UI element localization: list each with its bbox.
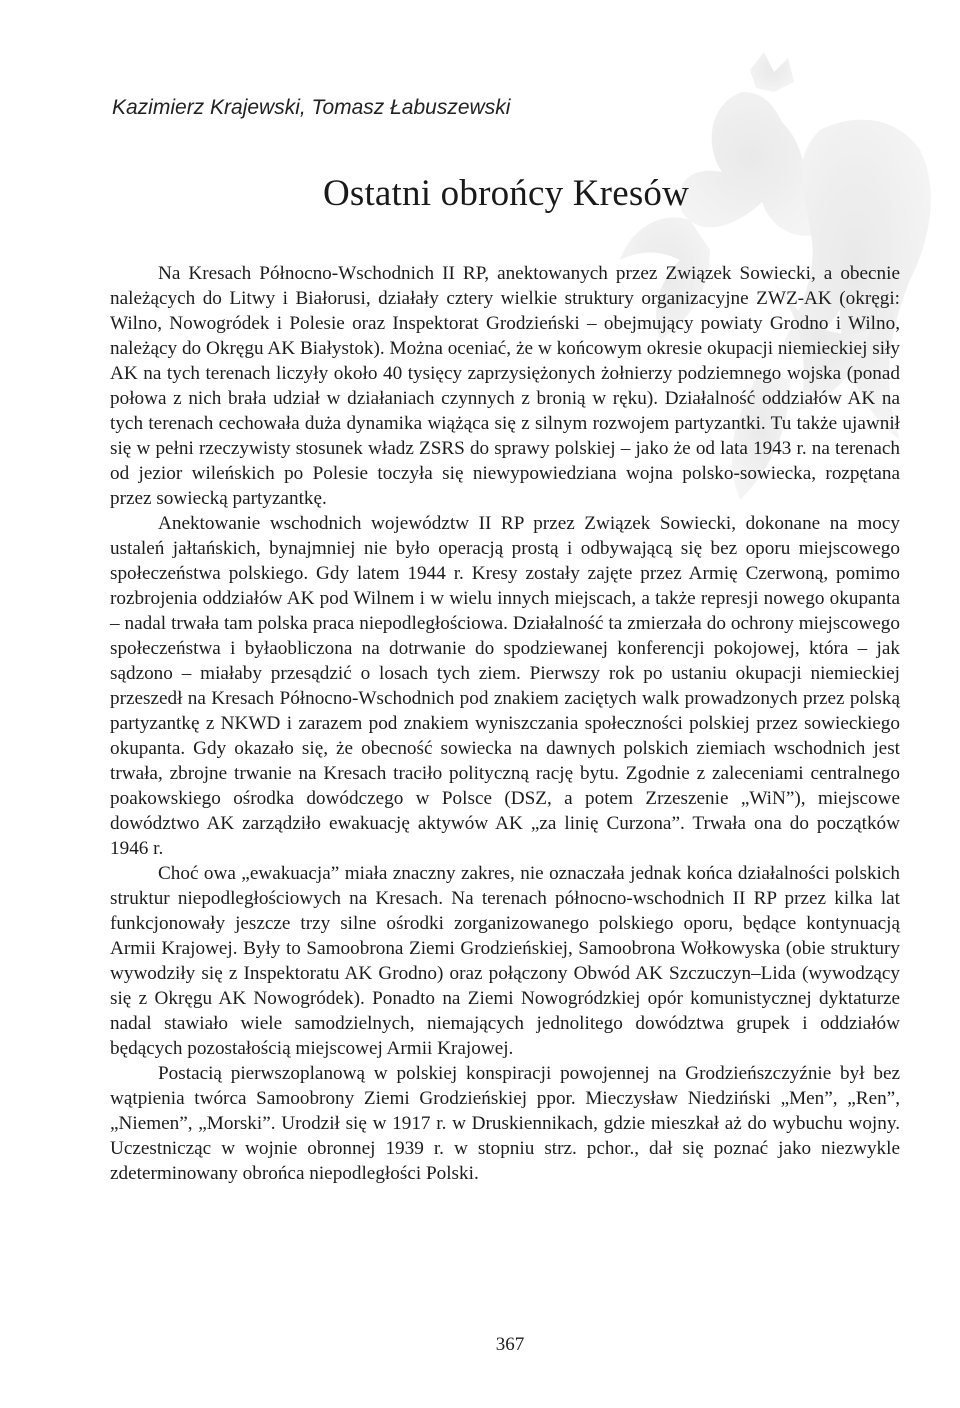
paragraph: Na Kresach Północno-Wschodnich II RP, anektowanych przez Związek Sowiecki, a obecnie należących do Litwy i Białorusi, działały cztery wielkie struktury organizacyjne ZWZ-AK (okręgi: Wilno, Nowogródek i Polesie oraz Inspektorat Grodzieński – obejmujący powiaty Grodno i Wilno, należący do Okręgu AK Białystok). Można oceniać, że w końcowym okresie okupacji niemieckiej siły AK na tych terenach liczyły około 40 tysięcy zaprzysiężonych żołnierzy podziemnego wojska (ponad połowa z nich brała udział w działaniach czynnych z bronią w ręku). Działalność oddziałów AK na tych terenach cechowała duża dynamika wiążąca się z silnym rozwojem partyzantki. Tu także ujawnił się w pełni rzeczywisty stosunek władz ZSRS do sprawy polskiej – jako że od lata 1943 r. na terenach od jezior wileńskich po Polesie toczyła się niewypowiedziana wojna polsko-sowiecka, rozpętana przez sowiecką partyzantkę. <box>110 263 900 509</box>
paragraph: Choć owa „ewakuacja” miała znaczny zakres, nie oznaczała jednak końca działalności polskich struktur niepodległościowych na Kresach. Na terenach północno-wschodnich II RP przez kilka lat funkcjonowały jeszcze trzy silne ośrodki zorganizowanego polskiego oporu, będące kontynuacją Armii Krajowej. Były to Samoobrona Ziemi Grodzieńskiej, Samoobrona Wołkowyska (obie struktury wywodziły się z Inspektoratu AK Grodno) oraz połączony Obwód AK Szczuczyn–Lida (wywodzący się z Okręgu AK Nowogródek). Ponadto na Ziemi Nowogródzkiej opór komunistycznej dyktaturze nadal stawiało wiele samodzielnych, niemających jednolitego dowództwa grupek i oddziałów będących pozostałością miejscowej Armii Krajowej. <box>110 863 900 1059</box>
chapter-body <box>110 261 900 1186</box>
paragraph: Anektowanie wschodnich województw II RP przez Związek Sowiecki, dokonane na mocy ustaleń jałtańskich, bynajmniej nie było operacją prostą i odbywającą się bez oporu miejscowego społeczeństwa polskiego. Gdy latem 1944 r. Kresy zostały zajęte przez Armię Czerwoną, pomimo rozbrojenia oddziałów AK pod Wilnem i w wielu innych miejscach, a także represji nowego okupanta – nadal trwała tam polska praca niepodległościowa. Działalność ta zmierzała do ochrony miejscowego społeczeństwa i byłaobliczona na dotrwanie do spodziewanej konferencji pokojowej, która – jak sądzono – miałaby przesądzić o losach tych ziem. Pierwszy rok po ustaniu okupacji niemieckiej przeszedł na Kresach Północno-Wschodnich pod znakiem zaciętych walk prowadzonych przez polską partyzantkę z NKWD i zarazem pod znakiem wyniszczania społeczności polskiej przez sowieckiego okupanta. Gdy okazało się, że obecność sowiecka na dawnych polskich ziemiach wschodnich jest trwała, zbrojne trwanie na Kresach traciło polityczną rację bytu. Zgodnie z zaleceniami centralnego poakowskiego ośrodka dowódczego w Polsce (DSZ, a potem Zrzeszenie „WiN”), miejscowe dowództwo AK zarządziło ewakuację aktywów AK „za linię Curzona”. Trwała ona do początków 1946 r. <box>110 513 900 859</box>
chapter-title: Ostatni obrońcy Kresów <box>322 173 690 214</box>
chapter-authors: Kazimierz Krajewski, Tomasz Łabuszewski <box>112 96 511 119</box>
page-number: 367 <box>495 1334 525 1355</box>
paragraph: Postacią pierwszoplanową w polskiej konspiracji powojennej na Grodzieńszczyźnie był bez wątpienia twórca Samoobrony Ziemi Grodzieńskiej ppor. Mieczysław Niedziński „Men”, „Ren”, „Niemen”, „Morski”. Urodził się w 1917 r. w Druskiennikach, gdzie mieszkał aż do wybuchu wojny. Uczestnicząc w wojnie obronnej 1939 r. w stopniu strz. pchor., dał się poznać jako niezwykle zdeterminowany obrońca niepodległości Polski. <box>110 1063 900 1184</box>
